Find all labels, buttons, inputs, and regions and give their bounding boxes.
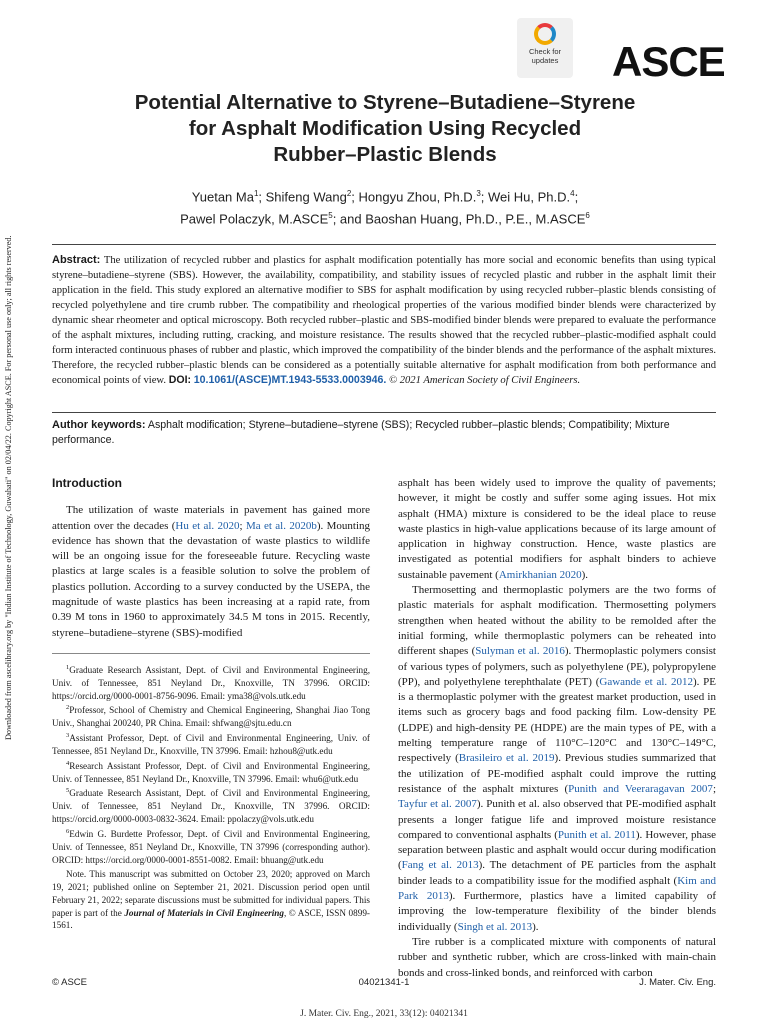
footnote-marker: 5 [66,787,70,795]
author-name: Yuetan Ma [191,189,254,205]
text-run: ). Previous studies summarized that the utilization of PE-modified asphalt could improve the rutting resistance of the asphalt mixtures ( [398,752,716,795]
keywords-label: Author keywords: [52,419,146,431]
intro-paragraph [52,503,370,641]
intro-paragraph [398,583,716,935]
text-run: asphalt has been widely used to improve the quality of pavements; however, it might be costly and suffer some aging issues. Hot mix asphalt (HMA) mixture is considered to be the ideal place to reuse waste plastics in high-value applications because of its large amount of application in highway construction. Hence, waste plastics are investigated as potential modifiers for asphalt binders to achieve sustainable pavement ( [398,477,716,581]
text-run: ; [712,782,716,795]
footnote-marker: 3 [66,732,70,740]
footnote-text: Graduate Research Assistant, Dept. of Civil and Environmental Engineering, Univ. of Tennessee, 851 Neyland Dr., Knoxville, TN 37996. ORCID: https://orcid.org/0000-0001-8756-9096. Email: yma38@vols.utk.edu [52,665,370,701]
author-name: Shifeng Wang [265,189,347,205]
asce-logo: ASCE [612,38,725,85]
footnote [52,826,370,866]
citation-link[interactable]: Brasileiro et al. 2019 [458,752,555,765]
author-affil: 1 [253,189,259,198]
citation-link[interactable]: Sulyman et al. 2016 [475,645,565,658]
citation-link[interactable]: Singh et al. 2013 [457,920,533,933]
right-column [398,476,716,981]
paper-title [60,90,710,168]
keywords-rule [52,412,716,413]
footnote [52,730,370,758]
doi-link[interactable]: 10.1061/(ASCE)MT.1943-5533.0003946. [193,374,387,386]
footer-publisher: © ASCE [52,977,87,988]
footnote [52,758,370,786]
author-name: Wei Hu, Ph.D. [488,189,571,205]
note-text: Note. This manuscript was submitted on October 23, 2020; approved on March 19, 2021; published online on September 21, 2021. Discussion period open until February 21, 2022; separate discussions must be submitted for individual papers. This paper is part of the [52,869,370,918]
author-list [60,184,710,229]
abstract-text: The utilization of recycled rubber and plastics for asphalt modification potentially has more social and economic benefits than using typical styrene–butadiene–styrene (SBS). However, the availability, compatibility, and stability issues of recycled plastic and rubber in the asphalt limit their application in the field. This study explored an alternative modifier to SBS for asphalt modification by using recycled rubber–plastic blends consisting of recycled polyethylene and tire crumb rubber. The compatibility and rheological properties of the various modified binder blends were characterized by dynamic shear rheometer and optical microscopy. Both recycled rubber–plastic and SBS-modified binder blends were prepared to evaluate the performance of the asphalt mixtures, including rutting, cracking, and moisture resistance. The results showed that the recycled rubber–plastic-modified asphalt could form interacted continuous phases of rubber and plastic, which improved the compatibility of the binder blends and the performance of the asphalt mixtures. Therefore, the recycled rubber–plastic blends can be considered as a potentially suitable alternative for asphalt modification from both performance and economical points of view. [52,255,716,386]
citation-link[interactable]: Hu et al. 2020 [175,519,240,532]
title-line-2: for Asphalt Modification Using Recycled [188,117,582,140]
abstract-label: Abstract: [52,254,101,266]
footnote-text: Edwin G. Burdette Professor, Dept. of Civil and Environmental Engineering, Univ. of Tennessee, 851 Neyland Dr., Knoxville, TN 37996 (corresponding author). ORCID: https://orcid.org/0000-0001-8551-0082. Email: bhuang@utk.edu [52,828,370,865]
left-column [52,476,370,932]
text-run: ). However, phase separation between plastic and asphalt would occur during modification ( [398,828,716,872]
author-line-1 [60,184,710,206]
footnote-text: Professor, School of Chemistry and Chemical Engineering, Shanghai Jiao Tong Univ., Shanghai 200240, PR China. Email: shfwang@sjtu.edu.cn [52,705,370,729]
author-sep: ; [574,189,579,205]
citation-link[interactable]: Kim and Park 2013 [398,874,716,903]
text-run: The utilization of waste materials in pavement has gained more attention over the decades ( [52,504,370,532]
footnote [52,702,370,730]
author-name: Baoshan Huang, Ph.D., P.E., M.ASCE [365,211,586,227]
intro-paragraph: Tire rubber is a complicated mixture with components of natural rubber and synthetic rubber, which are cross-linked with main-chain bonds and cross-linked bonds, and reinforced with carbon [398,935,716,979]
citation-link[interactable]: Fang et al. 2013 [401,859,479,872]
author-affil: 5 [328,211,333,221]
text-run: ; [239,519,246,532]
text-run: ). [581,568,589,581]
text-run: ). Thermoplastic polymers consist of various types of polymers, such as polyethylene (PE), polypropylene (PP), and polyethylene terephthalate (PET) ( [398,645,716,688]
page-footer [52,977,716,991]
footnote-marker: 2 [66,704,70,712]
abstract-top-rule [52,244,716,245]
title-line-3: Rubber–Plastic Blends [273,143,497,166]
check-updates-icon [534,23,556,45]
badge-line-1: Check for [528,47,562,56]
author-affil: 3 [476,189,481,198]
text-run: ). Mounting evidence has shown that the devastation of waste plastics to wildlife will be an ongoing issue for the foreseeable future. Recycling waste plastics at large scales is a feasible solution to solve the problem of plastics pollution. According to a survey conducted by the USEPA, the magnitude of waste plastics has been increasing at a rapid rate, from 0.39 M tons in 1960 to approximately 34.5 M tons in 2015. Recently, styrene–butadiene–styrene (SBS)-modified [52,519,371,639]
author-name: Hongyu Zhou, Ph.D. [358,189,477,205]
footnote-marker: 1 [66,663,70,671]
footnote [52,662,370,702]
citation-link[interactable]: Amirkhanian 2020 [498,568,582,581]
copyright-line: © 2021 American Society of Civil Engineers. [389,375,581,386]
citation-link[interactable]: Punith et al. 2011 [557,828,636,841]
citation-line: J. Mater. Civ. Eng., 2021, 33(12): 04021341 [300,1009,468,1019]
author-affil: 6 [585,211,590,221]
text-run: ). [532,920,539,933]
citation-link[interactable]: Tayfur et al. 2007 [398,798,477,811]
citation-link[interactable]: Ma et al. 2020b [245,519,317,532]
author-keywords [52,418,716,448]
intro-paragraph [398,476,716,583]
section-heading-introduction: Introduction [52,476,122,490]
footer-journal: J. Mater. Civ. Eng. [639,977,716,988]
author-sep: ; [480,189,488,205]
author-affil: 4 [570,189,575,198]
footnote-marker: 4 [66,759,70,767]
abstract [52,253,716,388]
citation-link[interactable]: Gawande et al. 2012 [599,675,693,688]
text-run: ). PE is a thermoplastic polymer with the greatest market production, used in items such as grocery bags and food packing film. Low-density PE (LDPE) and high-density PE (HDPE) are the main types of PE, with a melting temperature range of 110°C–120°C and 130°C–149°C, respectively ( [398,675,717,765]
text-run: ). Punith et al. also observed that PE-modified asphalt presents a longer fatigue life and improved moisture resistance compared to conventional asphalts ( [398,798,716,841]
manuscript-note [52,868,370,932]
text-run: Thermosetting and thermoplastic polymers are the two forms of plastic materials for asphalt modification. Thermosetting polymers strengthen when heated without the ability to be remolded after the initial forming, while thermoplastic polymers can be reheated into different shapes ( [398,584,716,658]
text-run: ). The detachment of PE particles from the asphalt binder leads to a compatibility issue for the modified asphalt ( [398,859,716,887]
author-sep: ; [351,189,359,205]
footnote-text: Assistant Professor, Dept. of Civil and Environmental Engineering, Univ. of Tennessee, 851 Neyland Dr., Knoxville, TN 37996. Email: hzhou8@utk.edu [52,733,370,756]
doi-label: DOI: [168,374,192,386]
download-notice: Downloaded from ascelibrary.org by "Indian Institute of Technology, Guwahati" on 02/04/22. Copyright ASCE. For personal use only; all rights reserved. [4,235,13,740]
keywords-text: Asphalt modification; Styrene–butadiene–styrene (SBS); Recycled rubber–plastic blends; Compatibility; Mixture performance. [52,419,670,446]
footnote-text: Graduate Research Assistant, Dept. of Civil and Environmental Engineering, Univ. of Tennessee, 851 Neyland Dr., Knoxville, TN 37996. ORCID: https://orcid.org/0000-0003-0832-3624. Email: ppolaczy@vols.utk.edu [52,788,370,825]
footnote-text: Research Assistant Professor, Dept. of Civil and Environmental Engineering, Univ. of Tennessee, 851 Neyland Dr., Knoxville, TN 37996. Email: whu6@utk.edu [52,760,370,784]
footnote [52,785,370,825]
badge-line-2: updates [531,56,559,65]
author-line-2 [60,206,710,228]
author-name: Pawel Polaczyk, M.ASCE [180,211,329,227]
citation-link[interactable]: Punith and Veeraragavan 2007 [568,782,713,795]
title-line-1: Potential Alternative to Styrene–Butadiene–Styrene [134,91,636,114]
author-sep: ; [258,189,266,205]
footnote-rule [52,653,370,654]
author-sep: ; and [332,211,366,227]
journal-name: Journal of Materials in Civil Engineering [124,907,284,918]
footer-article-number: 04021341-1 [358,977,410,988]
text-run: ). Furthermore, plastics have a limited capability of improving the low-temperature flexibility of the binder blends individually ( [398,890,716,933]
footnote-marker: 6 [66,827,70,835]
check-for-updates-badge[interactable] [517,18,573,78]
author-affil: 2 [346,189,352,198]
note-text: , © ASCE, ISSN 0899-1561. [52,907,370,931]
